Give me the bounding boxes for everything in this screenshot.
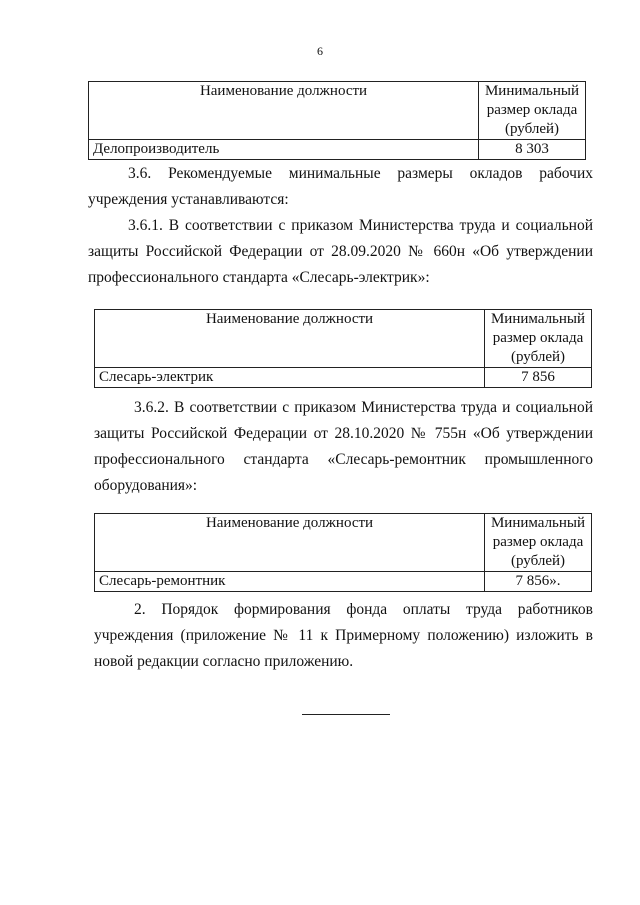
salary-header-line-2: размер оклада [492, 534, 584, 550]
salary-header-line-1: Минимальный [490, 311, 586, 327]
position-name-header: Наименование должности [95, 310, 485, 368]
paragraph-2: 2. Порядок формирования фонда оплаты труда работников учреждения (приложение № 11 к Примерному положению) изложить в новой редакции согласно приложению. [94, 601, 593, 670]
salary-header-line-3: (рублей) [504, 121, 560, 137]
minimum-salary-header [485, 514, 592, 572]
position-name-cell: Слесарь-ремонтник [95, 572, 485, 592]
table-row [95, 368, 592, 388]
table-row [95, 572, 592, 592]
table-header-row [95, 514, 592, 572]
paragraph-3-6-2: 3.6.2. В соответствии с приказом Министерства труда и социальной защиты Российской Федерации от 28.10.2020 № 755н «Об утверждении профессионального стандарта «Слесарь-ремонтник промышленного оборудования»: [94, 399, 593, 494]
minimum-salary-header [485, 310, 592, 368]
salary-header-line-3: (рублей) [510, 553, 566, 569]
salary-value-cell: 8 303 [479, 140, 586, 160]
position-name-cell: Слесарь-электрик [95, 368, 485, 388]
position-salary-table-2 [94, 309, 592, 388]
salary-value-cell: 7 856». [485, 572, 592, 592]
position-salary-table-3 [94, 513, 592, 592]
salary-header-line-2: размер оклада [492, 330, 584, 346]
position-salary-table-1 [88, 81, 586, 160]
position-name-header: Наименование должности [95, 514, 485, 572]
minimum-salary-header [479, 82, 586, 140]
position-name-cell: Делопроизводитель [89, 140, 479, 160]
page-number: 6 [317, 44, 323, 58]
paragraph-3-6-1: 3.6.1. В соответствии с приказом Министерства труда и социальной защиты Российской Федерации от 28.09.2020 № 660н «Об утверждении профессионального стандарта «Слесарь-электрик»: [88, 217, 593, 286]
closing-separator-line [302, 714, 390, 715]
paragraph-3-6: 3.6. Рекомендуемые минимальные размеры окладов рабочих учреждения устанавливаются: [88, 165, 593, 208]
table-row [89, 140, 586, 160]
salary-header-line-1: Минимальный [490, 515, 586, 531]
position-name-header: Наименование должности [89, 82, 479, 140]
table-header-row [95, 310, 592, 368]
table-header-row [89, 82, 586, 140]
salary-header-line-1: Минимальный [484, 83, 580, 99]
salary-header-line-3: (рублей) [510, 349, 566, 365]
salary-value-cell: 7 856 [485, 368, 592, 388]
salary-header-line-2: размер оклада [486, 102, 578, 118]
